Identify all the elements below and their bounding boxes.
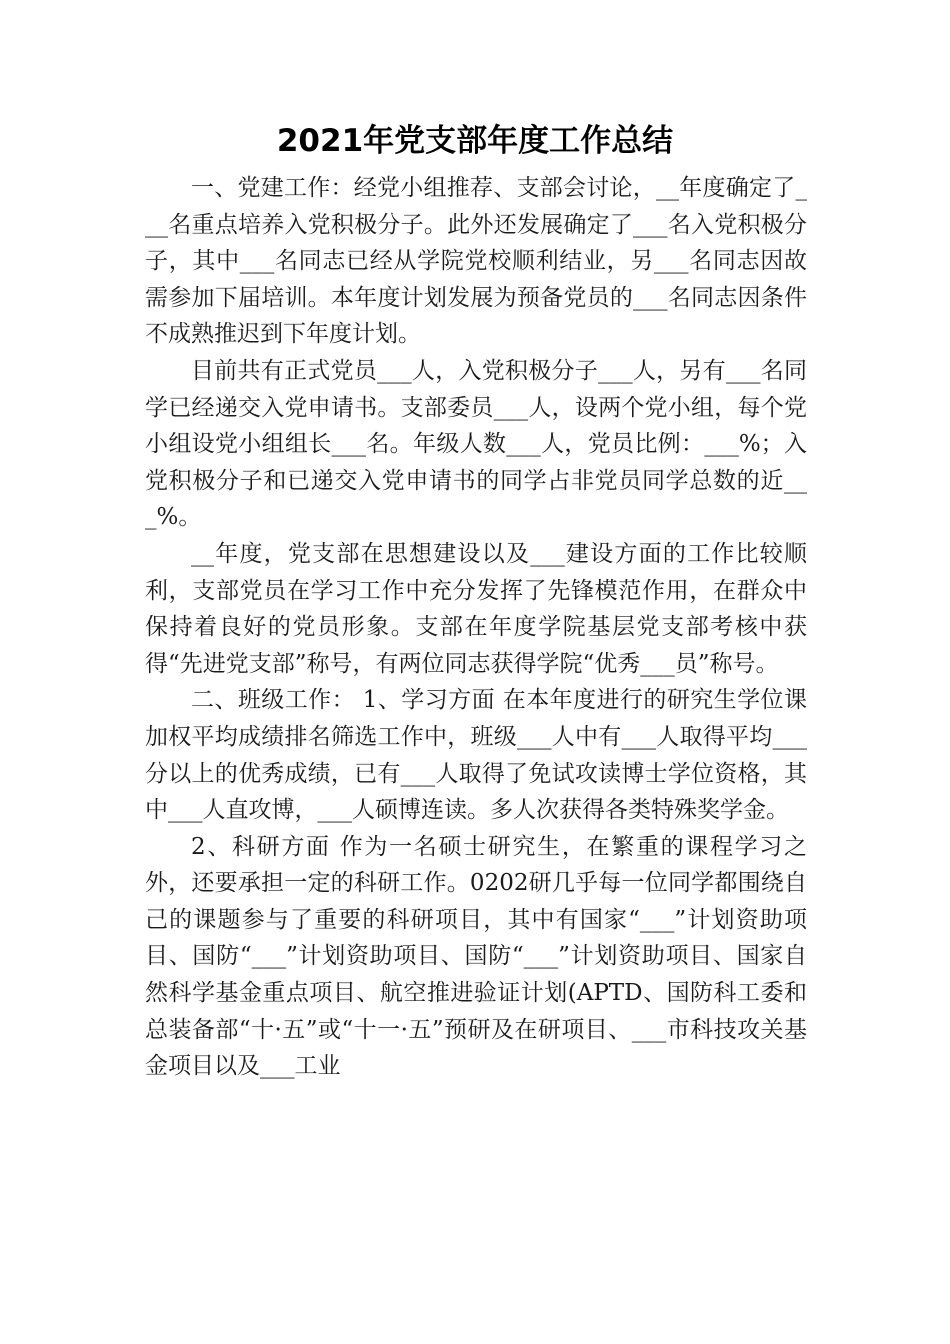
paragraph-class-research: 2、科研方面 作为一名硕士研究生，在繁重的课程学习之外，还要承担一定的科研工作。0202研几乎每一位同学都围绕自己的课题参与了重要的科研项目，其中有国家“___”计划资助项目、国防“___”计划资助项目、国防“___”计划资助项目、国家自然科学基金重点项目、航空推进验证计划(APTD、国防科工委和总装备部“十·五”或“十一·五”预研及在研项目、___市科技攻关基金项目以及___工业 — [145, 833, 807, 1080]
paragraph-party-building: 一、党建工作：经党小组推荐、支部会讨论，__年度确定了___名重点培养入党积极分子。此外还发展确定了___名入党积极分子，其中___名同志已经从学院党校顺利结业，另___名同志因故需参加下届培训。本年度计划发展为预备党员的___名同志因条件不成熟推迟到下年度计划。 — [145, 175, 807, 348]
document-body — [145, 170, 807, 1085]
document-title: 2021年党支部年度工作总结 — [276, 123, 674, 159]
paragraph-class-study: 二、班级工作： 1、学习方面 在本年度进行的研究生学位课加权平均成绩排名筛选工作中，班级___人中有___人取得平均___分以上的优秀成绩，已有___人取得了免试攻读博士学位资格，其中___人直攻博，___人硕博连读。多人次获得各类特殊奖学金。 — [145, 687, 807, 824]
paragraph-annual-achievements: __年度，党支部在思想建设以及___建设方面的工作比较顺利，支部党员在学习工作中充分发挥了先锋模范作用，在群众中保持着良好的党员形象。支部在年度学院基层党支部考核中获得“先进党支部”称号，有两位同志获得学院“优秀___员”称号。 — [145, 540, 807, 677]
paragraph-member-statistics: 目前共有正式党员___人，入党积极分子___人，另有___名同学已经递交入党申请书。支部委员___人，设两个党小组，每个党小组设党小组组长___名。年级人数___人，党员比例：___%；入党积极分子和已递交入党申请书的同学占非党员同学总数的近___%。 — [145, 357, 807, 531]
